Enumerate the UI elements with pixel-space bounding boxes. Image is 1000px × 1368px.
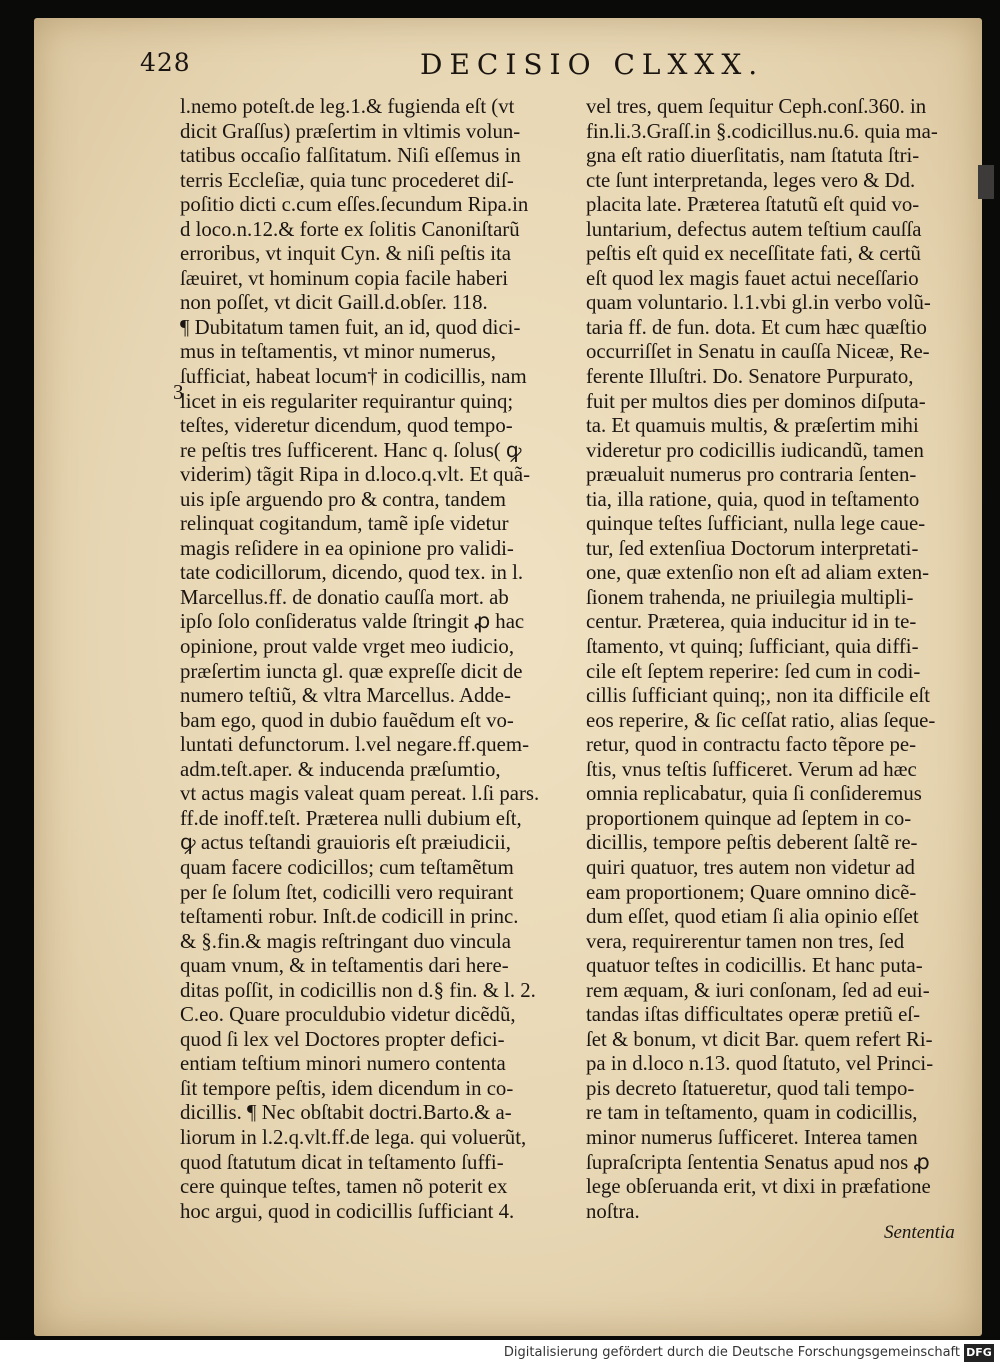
running-title: DECISIO CLXXX. [420, 48, 765, 81]
text-line: quam voluntario. l.1.vbi gl.in verbo volũ- [586, 291, 931, 315]
text-line: fuit per multos dies per dominos diſputa- [586, 389, 926, 413]
text-line: ꝙ actus teſtandi grauioris eſt præiudicii, [180, 831, 511, 855]
text-line: ditas poſſit, in codicillis non d.§ fin. & l. 2. [180, 978, 536, 1002]
text-line: uis ipſe arguendo pro & contra, tandem [180, 487, 506, 511]
text-line: l.nemo poteſt.de leg.1.& fugienda eſt (vt [180, 95, 515, 118]
text-line: dicillis, tempore peſtis deberent ſaltẽ re- [586, 831, 918, 855]
text-line: dicit Graſſus) præſertim in vltimis volun- [180, 119, 521, 143]
text-line: cile eſt ſeptem reperire: ſed cum in codi- [586, 659, 921, 683]
text-line: taria ff. de fun. dota. Et cum hæc quæſtio [586, 315, 927, 339]
text-line: ſet & bonum, vt dicit Bar. quem refert Ri- [586, 1027, 933, 1051]
text-line: re tam in teſtamento, quam in codicillis, [586, 1101, 918, 1125]
page-number: 428 [140, 48, 191, 77]
text-line: ſtamento, vt quinq; ſufficiant, quia diffi- [586, 635, 919, 659]
text-line: peſtis eſt quid ex neceſſitate fati, & certũ [586, 242, 921, 266]
text-line: eam proportionem; Quare omnino dicẽ- [586, 880, 917, 904]
text-line: relinquat cogitandum, tamẽ ipſe videtur [180, 512, 509, 536]
text-line: dicillis. ¶ Nec obſtabit doctri.Barto.& a- [180, 1101, 512, 1125]
margin-note: 3 [173, 380, 184, 404]
page-edge-tab [978, 165, 994, 199]
text-line: pa in d.loco n.13. quod ſtatuto, vel Princi- [586, 1052, 934, 1076]
text-line: tandas iſtas difficultates operæ pretiũ eſ- [586, 1003, 920, 1027]
text-line: cillis ſufficiant quinq;, non ita difficile eſt [586, 684, 931, 708]
text-line: hoc argui, quod in codicillis ſufficiant 4. [180, 1199, 515, 1223]
text-line: cte ſunt interpretanda, leges vero & Dd. [586, 168, 916, 192]
text-line: ſit tempore peſtis, idem dicendum in co- [180, 1076, 514, 1100]
text-line: omnia replicabatur, quia ſi conſideremus [586, 782, 922, 806]
text-line: ſtis, vnus teſtis ſufficeret. Verum ad hæc [586, 757, 917, 781]
text-line: opinione, prout valde vrget meo iudicio, [180, 635, 515, 659]
text-line: ſupraſcripta ſententia Senatus apud nos ꝓ [586, 1150, 930, 1174]
text-line: tia, illa ratione, quia, quod in teſtamento [586, 487, 920, 511]
text-line: retur, quod in contractu facto tẽpore pe- [586, 733, 917, 757]
text-line: occurriſſet in Senatu in cauſſa Niceæ, Re- [586, 340, 930, 364]
text-line: quam facere codicillos; cum teſtamẽtum [180, 855, 514, 879]
text-line: ta. Et quamuis multis, & præſertim mihi [586, 414, 919, 438]
catchword: Sententia [884, 1222, 955, 1243]
text-line: one, quæ extenſio non eſt ad aliam exten- [586, 561, 930, 585]
text-line: quod ſtatutum dicat in teſtamento ſuffi- [180, 1150, 504, 1174]
text-line: per ſe ſolum ſtet, codicilli vero requirant [180, 880, 514, 904]
text-line: ff.de inoff.teſt. Præterea nulli dubium eſt, [180, 806, 522, 830]
text-line: ſionem trahenda, ne priuilegia multipli- [586, 585, 914, 609]
text-line: ſæuiret, vt hominum copia facile haberi [180, 266, 509, 290]
dfg-logo: DFG [964, 1344, 994, 1362]
text-line: tate codicillorum, dicendo, quod tex. in l. [180, 561, 524, 585]
text-line: quatuor teſtes in codicillis. Et hanc puta- [586, 954, 923, 978]
text-line: vel tres, quem ſequitur Ceph.conſ.360. in [586, 95, 927, 118]
text-line: Marcellus.ff. de donatio cauſſa mort. ab [180, 585, 509, 609]
text-line: adm.teſt.aper. & inducenda præſumtio, [180, 757, 501, 781]
text-line: quinque teſtes ſufficiant, nulla lege caue- [586, 512, 926, 536]
text-line: videretur pro codicillis iudicandũ, tamen [586, 438, 924, 462]
text-line: viderim) tãgit Ripa in d.loco.q.vlt. Et quã- [180, 463, 531, 487]
text-line: re peſtis tres ſufficerent. Hanc q. ſolus( ꝙ [180, 438, 522, 462]
text-line: poſitio dicti c.cum eſſes.ſecundum Ripa.in [180, 193, 529, 217]
text-line: præſertim iuncta gl. quæ expreſſe dicit de [180, 659, 523, 683]
text-line: & §.fin.& magis reſtringant duo vincula [180, 929, 511, 953]
text-line: præualuit numerus pro contraria ſenten- [586, 463, 917, 487]
text-line: tatibus occaſio falſitatum. Niſi eſſemus in [180, 144, 521, 168]
text-line: liorum in l.2.q.vlt.ff.de lega. qui voluerũt, [180, 1125, 527, 1149]
text-line: terris Eccleſiæ, quia tunc procederet diſ- [180, 168, 514, 192]
text-line: numero teſtiũ, & vltra Marcellus. Adde- [180, 684, 511, 708]
text-line: gna eſt ratio diuerſitatis, nam ſtatuta ſtri- [586, 144, 920, 168]
left-column [180, 95, 572, 1224]
text-line: ipſo ſolo conſideratus valde ſtringit ꝓ hac [180, 610, 525, 634]
text-line: teſtes, videretur dicendum, quod tempo- [180, 414, 513, 438]
text-line: eſt quod lex magis fauet actui neceſſario [586, 266, 919, 290]
text-line: fin.li.3.Graſſ.in §.codicillus.nu.6. quia ma- [586, 119, 938, 143]
text-line: ſufficiat, habeat locum† in codicillis, nam [180, 365, 527, 389]
text-line: magis reſidere in ea opinione pro validi- [180, 536, 514, 560]
text-line: tur, ſed extenſiua Doctorum interpretati- [586, 536, 919, 560]
text-line: pis decreto ſtatueretur, quod tali tempo- [586, 1076, 915, 1100]
text-line: lege obſeruanda erit, vt dixi in præfatione [586, 1175, 931, 1199]
right-column [586, 95, 966, 1224]
text-line: rem æquam, & iuri conſonam, ſed ad eui- [586, 978, 930, 1002]
text-line: cere quinque teſtes, tamen nõ poterit ex [180, 1175, 508, 1199]
text-line: mus in teſtamentis, vt minor numerus, [180, 340, 496, 364]
page-header [140, 48, 970, 88]
text-line: C.eo. Quare proculdubio videtur dicẽdũ, [180, 1003, 516, 1027]
text-line: vt actus magis valeat quam pereat. l.ſi pars. [180, 782, 540, 806]
text-line: non poſſet, vt dicit Gaill.d.obſer. 118. [180, 291, 488, 315]
text-line: luntati defunctorum. l.vel negare.ff.quem- [180, 733, 529, 757]
text-line: licet in eis regulariter requirantur quinq; [180, 389, 514, 413]
text-line: placita late. Præterea ſtatutũ eſt quid vo- [586, 193, 920, 217]
text-line: vera, requirerentur tamen non tres, ſed [586, 929, 905, 953]
text-line: proportionem quinque ad ſeptem in co- [586, 806, 912, 830]
text-line: noſtra. [586, 1199, 640, 1223]
text-line: minor numerus ſufficeret. Interea tamen [586, 1125, 918, 1149]
text-line: d loco.n.12.& forte ex ſolitis Canoniſtarũ [180, 217, 520, 241]
text-line: entiam teſtium minori numero contenta [180, 1052, 506, 1076]
footer-text: Digitalisierung gefördert durch die Deutsche Forschungsgemeinschaft [503, 1345, 960, 1360]
text-line: luntarium, defectus autem teſtium cauſſa [586, 217, 922, 241]
text-line: quiri quatuor, tres autem non videtur ad [586, 855, 915, 879]
text-line: quod ſi lex vel Doctores propter defici- [180, 1027, 505, 1051]
text-line: eos reperire, & ſic ceſſat ratio, alias ſeque- [586, 708, 936, 732]
text-line: teſtamenti robur. Inſt.de codicill in princ. [180, 905, 519, 929]
footer-bar [0, 1340, 1000, 1368]
text-line: centur. Præterea, quia inducitur id in te- [586, 610, 917, 634]
text-line: erroribus, vt inquit Cyn. & niſi peſtis ita [180, 242, 511, 266]
text-line: bam ego, quod in dubio fauẽdum eſt vo- [180, 708, 514, 732]
text-line: ferente Illuſtri. Do. Senatore Purpurato, [586, 365, 914, 389]
text-line: dum eſſet, quod etiam ſi alia opinio eſſet [586, 905, 919, 929]
text-line: ¶ Dubitatum tamen fuit, an id, quod dici- [180, 315, 521, 339]
text-line: quam vnum, & in teſtamentis dari here- [180, 954, 509, 978]
